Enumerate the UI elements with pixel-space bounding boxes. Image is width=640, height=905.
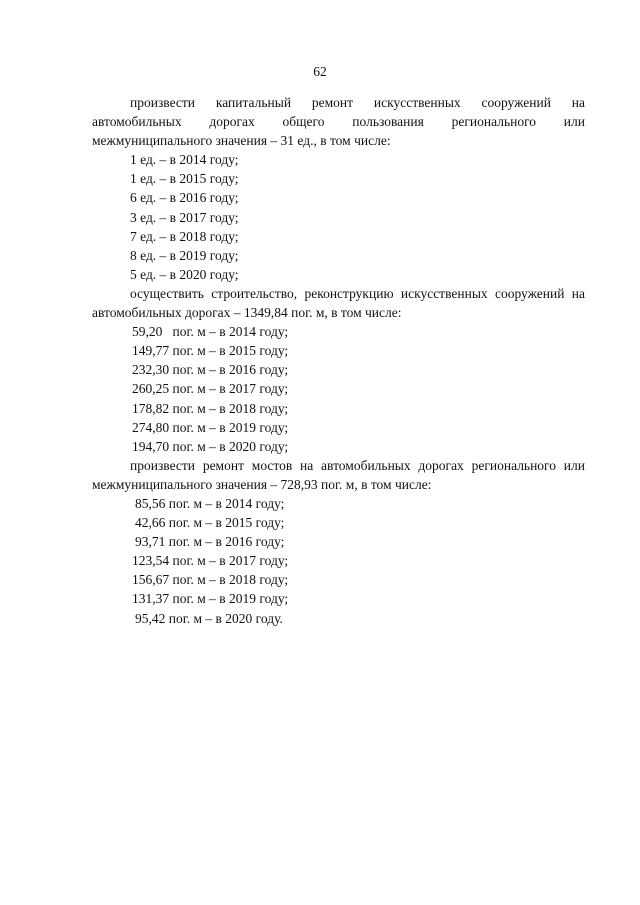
list-item: 156,67 пог. м – в 2018 году;	[132, 572, 289, 588]
list-item: 42,66 пог. м – в 2015 году;	[135, 515, 285, 531]
paragraph-capital-repair: произвести капитальный ремонт искусственных сооружений на автомобильных дорогах общего пользования регионального или межмуниципального значения – 31 ед., в том числе:	[92, 95, 585, 149]
list-item: 123,54 пог. м – в 2017 году;	[132, 553, 289, 569]
list-item: 1 ед. – в 2014 году;	[130, 152, 239, 168]
page-number: 62	[313, 64, 327, 79]
list-item: 260,25 пог. м – в 2017 году;	[132, 381, 289, 397]
paragraph-bridge-repair: произвести ремонт мостов на автомобильных дорогах регионального или межмуниципального значения – 728,93 пог. м, в том числе:	[92, 457, 585, 492]
list-item: 131,37 пог. м – в 2019 году;	[132, 591, 289, 607]
list-item: 232,30 пог. м – в 2016 году;	[132, 362, 289, 378]
list-item: 85,56 пог. м – в 2014 году;	[135, 495, 285, 511]
list-item: 7 ед. – в 2018 году;	[130, 228, 239, 244]
list-item: 95,42 пог. м – в 2020 году.	[135, 610, 283, 626]
list-item: 274,80 пог. м – в 2019 году;	[132, 419, 289, 435]
list-item: 59,20 пог. м – в 2014 году;	[132, 324, 289, 340]
list-item: 93,71 пог. м – в 2016 году;	[135, 534, 285, 550]
list-item: 3 ед. – в 2017 году;	[130, 209, 239, 225]
paragraph-construction: осуществить строительство, реконструкцию искусственных сооружений на автомобильных дорогах – 1349,84 пог. м, в том числе:	[92, 285, 585, 321]
list-item: 1 ед. – в 2015 году;	[130, 171, 239, 187]
list-item: 6 ед. – в 2016 году;	[130, 190, 239, 206]
document-body	[92, 93, 585, 628]
list-item: 8 ед. – в 2019 году;	[130, 247, 239, 263]
list-item: 194,70 пог. м – в 2020 году;	[132, 438, 289, 454]
list-item: 178,82 пог. м – в 2018 году;	[132, 400, 289, 416]
list-item: 149,77 пог. м – в 2015 году;	[132, 343, 289, 359]
list-item: 5 ед. – в 2020 году;	[130, 266, 239, 282]
